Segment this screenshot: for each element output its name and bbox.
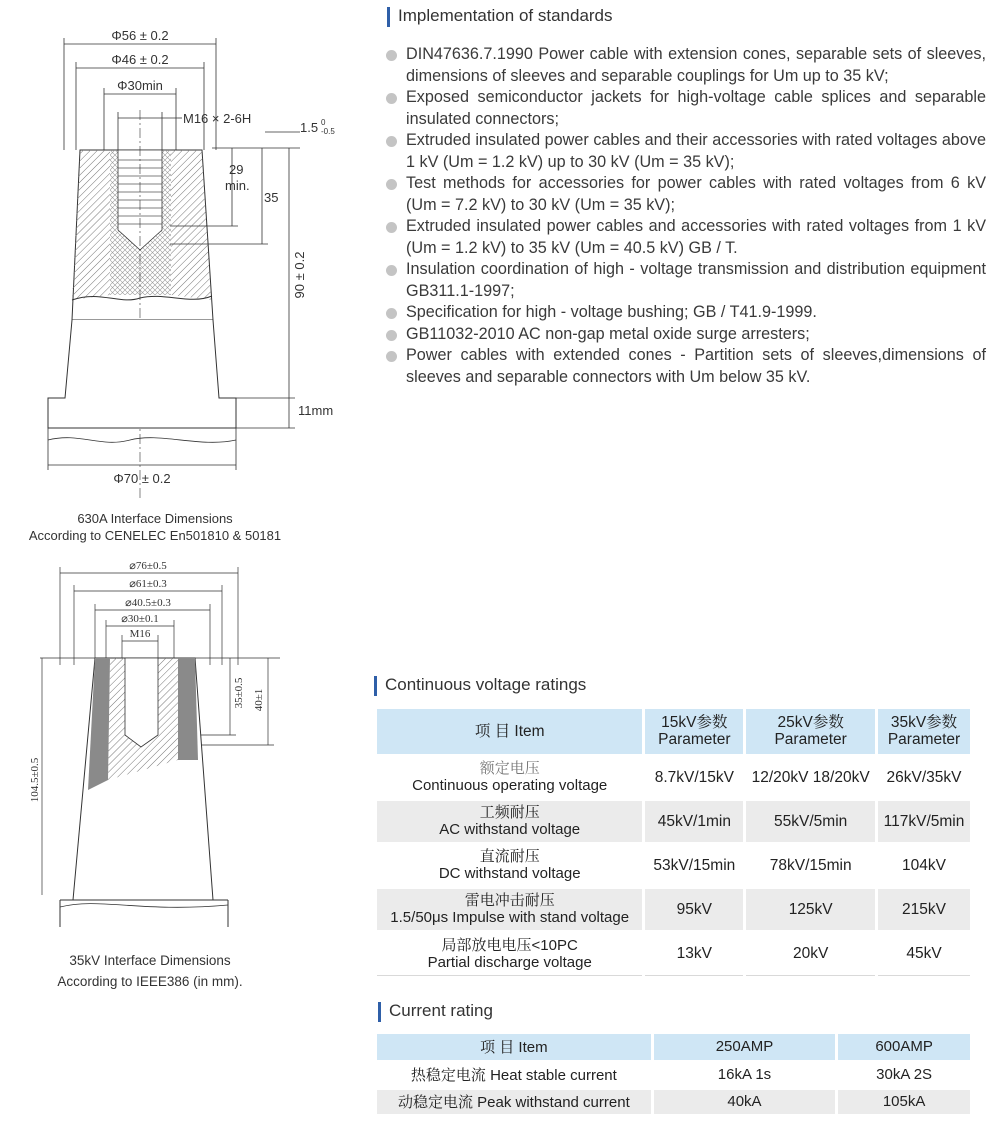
- dim-d56: Φ56 ± 0.2: [111, 28, 169, 43]
- dim-d29-min: min.: [225, 178, 250, 193]
- interface-drawing-35kv: [0, 555, 300, 935]
- header-item: 项 目 Item: [377, 709, 644, 755]
- header-25kv: [745, 709, 877, 755]
- row-label-zh: 雷电冲击耐压: [464, 892, 555, 909]
- standards-item: [383, 302, 986, 324]
- cell-25kv: 78kV/15min: [745, 843, 877, 887]
- row-label-en: AC withstand voltage: [439, 821, 581, 838]
- standards-title: [398, 6, 613, 26]
- row-label-en: DC withstand voltage: [438, 865, 581, 882]
- title-accent-bar: [378, 1002, 381, 1022]
- standards-item-text: DIN47636.7.1990 Power cable with extension cones, separable sets of sleeves, dimensions of sleeves and separable couplings for Um up to 35 kV;: [406, 45, 986, 85]
- standards-item: [383, 345, 986, 388]
- row-label: [377, 755, 644, 799]
- header-15kv-en: Parameter: [658, 731, 731, 749]
- voltage-header-row: [377, 709, 972, 755]
- dim-d90: 90 ± 0.2: [292, 251, 307, 299]
- current-title-text: Current rating: [389, 1001, 493, 1020]
- bullet-icon: [386, 93, 397, 104]
- standards-item-text: Extruded insulated power cables and accessories with rated voltages from 1 kV (Um = 1.2 kV) to 35 kV (Um = 40.5 kV) GB / T.: [406, 217, 986, 257]
- cell-15kv: 45kV/1min: [644, 799, 745, 843]
- voltage-title-text: Continuous voltage ratings: [385, 675, 587, 694]
- caption-630a-line2: According to CENELEC En501810 & 50181: [28, 528, 282, 543]
- header-15kv: [644, 709, 745, 755]
- dim-d46: Φ46 ± 0.2: [111, 52, 169, 67]
- caption-35kv: [0, 950, 300, 992]
- dim-h40: 40±1: [253, 688, 265, 712]
- cell-600amp: 30kA 2S: [837, 1061, 972, 1088]
- row-label: [377, 887, 644, 931]
- dim-d30: Φ30min: [117, 78, 163, 93]
- cell-250amp: 16kA 1s: [652, 1061, 837, 1088]
- standards-item-text: Insulation coordination of high - voltage transmission and distribution equipment GB311.1-1997;: [406, 260, 986, 300]
- caption-35kv-line2: According to IEEE386 (in mm).: [57, 974, 243, 989]
- cell-35kv: 104kV: [877, 843, 972, 887]
- table-row: [377, 755, 972, 799]
- current-title: [389, 1001, 493, 1021]
- row-label-zh: 工频耐压: [479, 804, 540, 821]
- dim-h35: 35±0.5: [233, 677, 245, 709]
- row-label: [377, 799, 644, 843]
- bullet-icon: [386, 179, 397, 190]
- cell-600amp: 105kA: [837, 1088, 972, 1115]
- standards-item-text: Extruded insulated power cables and their accessories with rated voltages above 1 kV (Um = 1.2 kV) up to 30 kV (Um = 35 kV);: [406, 131, 986, 171]
- row-label-en: Continuous operating voltage: [412, 777, 608, 794]
- cell-15kv: 95kV: [644, 887, 745, 931]
- row-label: [377, 843, 644, 887]
- caption-35kv-line1: 35kV Interface Dimensions: [69, 953, 231, 968]
- dim-tol: 1.5: [300, 120, 319, 135]
- header-25kv-en: Parameter: [774, 731, 847, 749]
- dim-h104: 104.5±0.5: [29, 757, 41, 803]
- cell-15kv: 13kV: [644, 931, 745, 975]
- dim-m16: M16: [129, 628, 151, 640]
- row-label-en: Partial discharge voltage: [427, 953, 592, 971]
- header-35kv-en: Parameter: [887, 731, 961, 749]
- cell-25kv: 55kV/5min: [745, 799, 877, 843]
- title-accent-bar: [374, 676, 377, 696]
- dim-tol-sub: -0.5: [321, 127, 335, 136]
- table-row: [377, 843, 972, 887]
- table-row: [377, 931, 972, 975]
- cell-25kv: 20kV: [745, 931, 877, 975]
- cell-35kv: 45kV: [877, 931, 972, 975]
- row-label-en: 1.5/50μs Impulse with stand voltage: [390, 909, 630, 926]
- standards-item: [383, 130, 986, 173]
- caption-630a-line1: 630A Interface Dimensions: [77, 511, 233, 526]
- standards-item: [383, 173, 986, 216]
- standards-item: [383, 87, 986, 130]
- dim-d35: 35: [264, 190, 279, 205]
- standards-item-text: Test methods for accessories for power cables with rated voltages from 6 kV (Um = 7.2 kV) to 30 kV (Um = 35 kV);: [406, 174, 986, 214]
- bullet-icon: [386, 308, 397, 319]
- dim-tol-sup: 0: [321, 118, 326, 127]
- header-25kv-zh: 25kV参数: [777, 714, 844, 732]
- interface-drawing-630a: [0, 0, 360, 500]
- cell-25kv: 125kV: [745, 887, 877, 931]
- row-label: 动稳定电流 Peak withstand current: [377, 1088, 652, 1115]
- standards-item-text: Exposed semiconductor jackets for high-voltage cable splices and separable insulated connectors;: [406, 88, 986, 128]
- standards-item: [383, 324, 986, 346]
- header-35kv: [877, 709, 972, 755]
- voltage-table: [377, 709, 973, 976]
- dim-thread: M16 × 2-6H: [183, 111, 252, 126]
- header-15kv-zh: 15kV参数: [661, 714, 728, 732]
- cell-35kv: 117kV/5min: [877, 799, 972, 843]
- dim-d30b: ⌀30±0.1: [121, 613, 159, 625]
- standards-item: [383, 216, 986, 259]
- cell-35kv: 215kV: [877, 887, 972, 931]
- cell-35kv: 26kV/35kV: [877, 755, 972, 799]
- title-accent-bar: [387, 7, 390, 27]
- table-row: [377, 887, 972, 931]
- standards-item-text: GB11032-2010 AC non-gap metal oxide surge arresters;: [406, 324, 810, 343]
- row-label: [377, 931, 644, 975]
- dim-d405: ⌀40.5±0.3: [125, 597, 171, 609]
- standards-item-text: Specification for high - voltage bushing; GB / T41.9-1999.: [406, 303, 817, 321]
- header-250amp: 250AMP: [652, 1034, 837, 1061]
- header-35kv-zh: 35kV参数: [890, 714, 958, 732]
- header-600amp: 600AMP: [837, 1034, 972, 1061]
- bullet-icon: [386, 351, 397, 362]
- standards-item-text: Power cables with extended cones - Partition sets of sleeves,dimensions of sleeves and separable connectors with Um below 35 kV.: [406, 346, 986, 386]
- header-item: 项 目 Item: [377, 1034, 652, 1061]
- bullet-icon: [386, 222, 397, 233]
- standards-item: [383, 44, 986, 87]
- cell-15kv: 53kV/15min: [644, 843, 745, 887]
- dim-d29: 29: [229, 162, 244, 177]
- standards-title-text: Implementation of standards: [398, 6, 613, 25]
- table-row: [377, 1061, 972, 1088]
- cell-250amp: 40kA: [652, 1088, 837, 1115]
- bullet-icon: [386, 50, 397, 61]
- table-row: [377, 1088, 972, 1115]
- cell-15kv: 8.7kV/15kV: [644, 755, 745, 799]
- dim-d70: Φ70 ± 0.2: [113, 471, 171, 486]
- cell-25kv: 12/20kV 18/20kV: [745, 755, 877, 799]
- row-label-zh: 局部放电电压<10PC: [441, 936, 578, 954]
- standards-list: [383, 44, 986, 388]
- voltage-title: [385, 675, 586, 695]
- dim-d76: ⌀76±0.5: [129, 560, 167, 572]
- bullet-icon: [386, 330, 397, 341]
- current-table: [377, 1034, 973, 1117]
- current-header-row: [377, 1034, 972, 1061]
- standards-item: [383, 259, 986, 302]
- row-label: 热稳定电流 Heat stable current: [377, 1061, 652, 1088]
- dim-d11: 11mm: [298, 403, 334, 418]
- caption-630a: [0, 510, 310, 544]
- row-label-zh: 直流耐压: [479, 848, 540, 865]
- bullet-icon: [386, 265, 397, 276]
- bullet-icon: [386, 136, 397, 147]
- dim-d61: ⌀61±0.3: [129, 578, 167, 590]
- row-label-zh: 额定电压: [479, 760, 540, 777]
- table-row: [377, 799, 972, 843]
